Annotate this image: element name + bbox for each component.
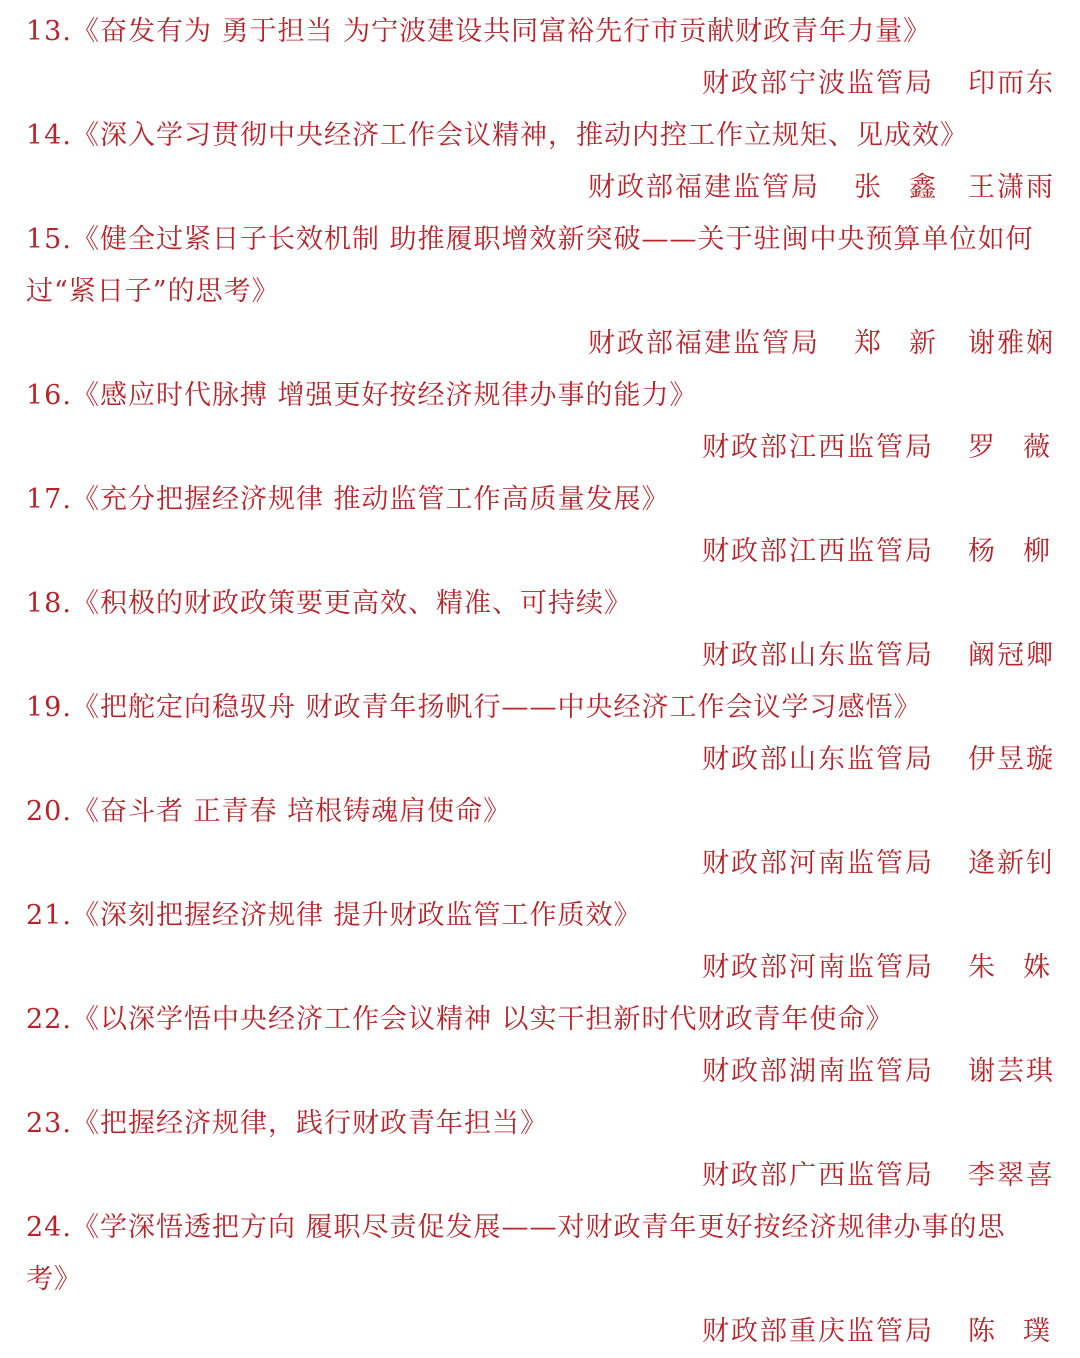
author-line xyxy=(0,630,1080,682)
author-organization: 财政部江西监管局 xyxy=(702,432,934,463)
author-name: 伊昱璇 xyxy=(968,744,1055,775)
author-name: 杨 柳 xyxy=(968,536,1052,567)
author-organization: 财政部山东监管局 xyxy=(702,744,934,775)
list-item xyxy=(0,786,1080,890)
author-name: 朱 姝 xyxy=(968,952,1052,983)
author-line xyxy=(0,526,1080,578)
author-line xyxy=(0,1046,1080,1098)
author-name: 印而东 xyxy=(968,68,1055,99)
list-item xyxy=(0,6,1080,110)
author-line xyxy=(0,838,1080,890)
article-title: 21.《深刻把握经济规律 提升财政监管工作质效》 xyxy=(26,900,642,931)
author-organization: 财政部重庆监管局 xyxy=(702,1316,934,1347)
article-title: 13.《奋发有为 勇于担当 为宁波建设共同富裕先行市贡献财政青年力量》 xyxy=(26,16,932,47)
article-title: 16.《感应时代脉搏 增强更好按经济规律办事的能力》 xyxy=(26,380,698,411)
list-item xyxy=(0,1098,1080,1202)
author-line xyxy=(0,422,1080,474)
author-organization: 财政部河南监管局 xyxy=(702,848,934,879)
author-organization: 财政部宁波监管局 xyxy=(702,68,934,99)
list-item xyxy=(0,1202,1080,1358)
author-line xyxy=(0,58,1080,110)
list-item xyxy=(0,214,1080,370)
author-name: 谢芸琪 xyxy=(968,1056,1055,1087)
article-title: 考》 xyxy=(26,1264,82,1295)
article-title: 23.《把握经济规律，践行财政青年担当》 xyxy=(26,1108,548,1139)
author-organization: 财政部福建监管局 xyxy=(588,172,820,203)
article-title: 24.《学深悟透把方向 履职尽责促发展——对财政青年更好按经济规律办事的思 xyxy=(26,1212,1006,1243)
article-title: 18.《积极的财政政策要更高效、精准、可持续》 xyxy=(26,588,632,619)
list-item xyxy=(0,474,1080,578)
list-item xyxy=(0,682,1080,786)
author-name: 王潇雨 xyxy=(968,172,1055,203)
author-line xyxy=(0,1150,1080,1202)
author-organization: 财政部福建监管局 xyxy=(588,328,820,359)
author-organization: 财政部江西监管局 xyxy=(702,536,934,567)
author-name: 逄新钊 xyxy=(968,848,1055,879)
list-item xyxy=(0,890,1080,994)
article-title: 过“紧日子”的思考》 xyxy=(26,276,280,307)
list-item xyxy=(0,110,1080,214)
author-name: 郑 新 xyxy=(854,328,938,359)
article-title: 14.《深入学习贯彻中央经济工作会议精神，推动内控工作立规矩、见成效》 xyxy=(26,120,968,151)
article-title: 17.《充分把握经济规律 推动监管工作高质量发展》 xyxy=(26,484,670,515)
author-line xyxy=(0,942,1080,994)
author-name: 李翠喜 xyxy=(968,1160,1055,1191)
list-item xyxy=(0,994,1080,1098)
author-organization: 财政部广西监管局 xyxy=(702,1160,934,1191)
article-title: 22.《以深学悟中央经济工作会议精神 以实干担新时代财政青年使命》 xyxy=(26,1004,894,1035)
list-item xyxy=(0,370,1080,474)
author-name: 阚冠卿 xyxy=(968,640,1055,671)
author-line xyxy=(0,318,1080,370)
author-line xyxy=(0,162,1080,214)
article-title: 20.《奋斗者 正青春 培根铸魂肩使命》 xyxy=(26,796,512,827)
author-name: 罗 薇 xyxy=(968,432,1052,463)
author-name: 张 鑫 xyxy=(854,172,938,203)
author-line xyxy=(0,1306,1080,1358)
author-name: 谢雅娴 xyxy=(968,328,1055,359)
author-name: 陈 璞 xyxy=(968,1316,1052,1347)
list-item xyxy=(0,578,1080,682)
author-organization: 财政部山东监管局 xyxy=(702,640,934,671)
article-title: 15.《健全过紧日子长效机制 助推履职增效新突破——关于驻闽中央预算单位如何 xyxy=(26,224,1034,255)
author-organization: 财政部湖南监管局 xyxy=(702,1056,934,1087)
author-line xyxy=(0,734,1080,786)
article-title: 19.《把舵定向稳驭舟 财政青年扬帆行——中央经济工作会议学习感悟》 xyxy=(26,692,922,723)
author-organization: 财政部河南监管局 xyxy=(702,952,934,983)
document-page xyxy=(0,6,1080,1358)
